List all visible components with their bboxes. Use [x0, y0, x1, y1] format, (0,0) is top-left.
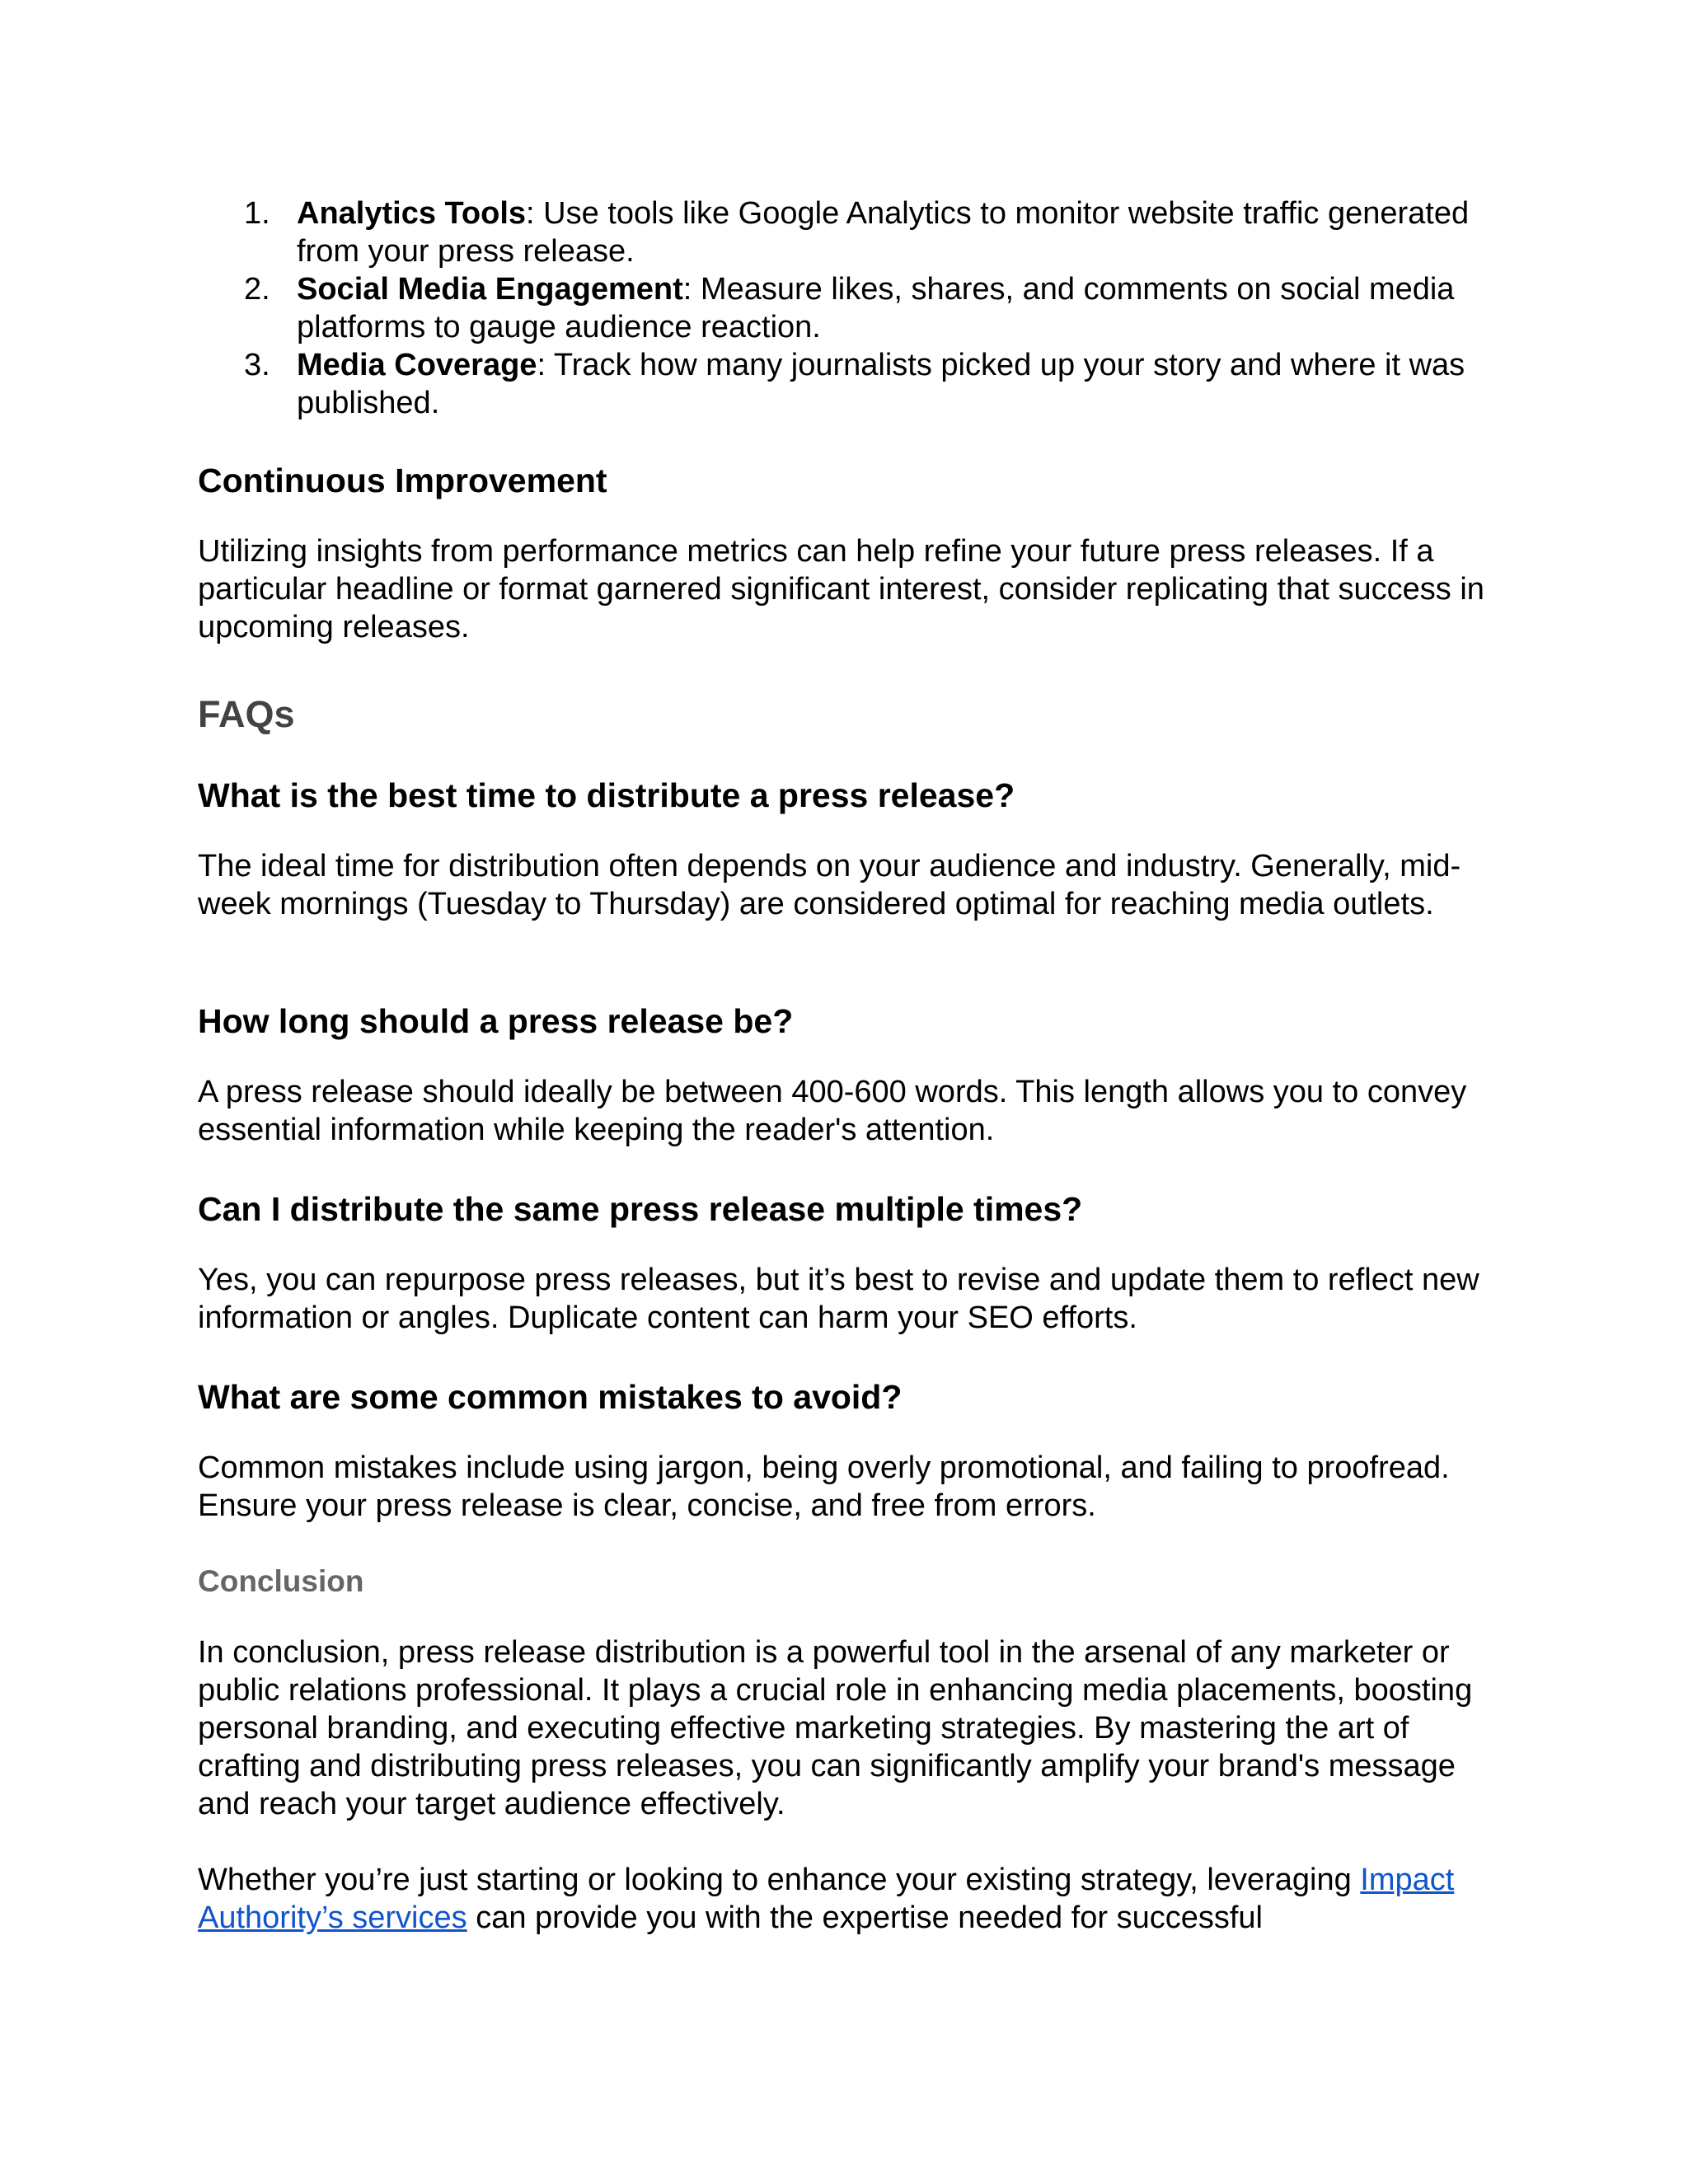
list-number: 3.	[244, 348, 270, 382]
faq-question: How long should a press release be?	[198, 1002, 794, 1040]
continuous-improvement-body: Utilizing insights from performance metrics can help refine your future press releases. If a particular headline or format garnered significant interest, consider replicating that success in upcoming releases.	[198, 534, 1484, 644]
faq-question: What are some common mistakes to avoid?	[198, 1378, 903, 1416]
list-text: : Measure likes, shares, and comments on social media platforms to gauge audience reaction.	[297, 272, 1455, 344]
conclusion-body: In conclusion, press release distribution is a powerful tool in the arsenal of any marketer or public relations professional. It plays a crucial role in enhancing media placements, boosting personal branding, and executing effective marketing strategies. By mastering the art of crafting and distributing press releases, you can significantly amplify your brand's message and reach your target audience effectively.	[198, 1635, 1473, 1821]
faqs-heading: FAQs	[198, 693, 295, 735]
metrics-list	[198, 194, 1500, 422]
impact-authority-services-link[interactable]: Impact Authority’s services	[198, 1863, 1455, 1935]
conclusion-heading: Conclusion	[198, 1564, 364, 1598]
list-term: Media Coverage	[297, 348, 537, 382]
list-term: Social Media Engagement	[297, 272, 683, 307]
faq-answer: Yes, you can repurpose press releases, but it’s best to revise and update them to reflect new information or angles. Duplicate content can harm your SEO efforts.	[198, 1263, 1479, 1335]
list-text: : Track how many journalists picked up your story and where it was published.	[297, 348, 1465, 420]
list-number: 2.	[244, 272, 270, 307]
list-item	[198, 270, 1500, 346]
list-item	[198, 194, 1500, 270]
closing-text-before: Whether you’re just starting or looking to enhance your existing strategy, leveraging	[198, 1863, 1361, 1897]
list-text: : Use tools like Google Analytics to monitor website traffic generated from your press release.	[297, 196, 1470, 269]
faq-answer: A press release should ideally be between 400-600 words. This length allows you to convey essential information while keeping the reader's attention.	[198, 1075, 1467, 1147]
closing-paragraph	[198, 1861, 1500, 1937]
faq-answer: The ideal time for distribution often depends on your audience and industry. Generally, mid-week mornings (Tuesday to Thursday) are considered optimal for reaching media outlets.	[198, 849, 1461, 921]
faq-question: Can I distribute the same press release multiple times?	[198, 1190, 1083, 1228]
list-item	[198, 346, 1500, 422]
closing-text-after: can provide you with the expertise needed for successful	[467, 1900, 1263, 1935]
faq-answer: Common mistakes include using jargon, being overly promotional, and failing to proofread. Ensure your press release is clear, concise, and free from errors.	[198, 1451, 1450, 1523]
continuous-improvement-heading: Continuous Improvement	[198, 462, 607, 499]
list-term: Analytics Tools	[297, 196, 527, 231]
faq-question: What is the best time to distribute a press release?	[198, 776, 1015, 814]
list-number: 1.	[244, 196, 270, 231]
